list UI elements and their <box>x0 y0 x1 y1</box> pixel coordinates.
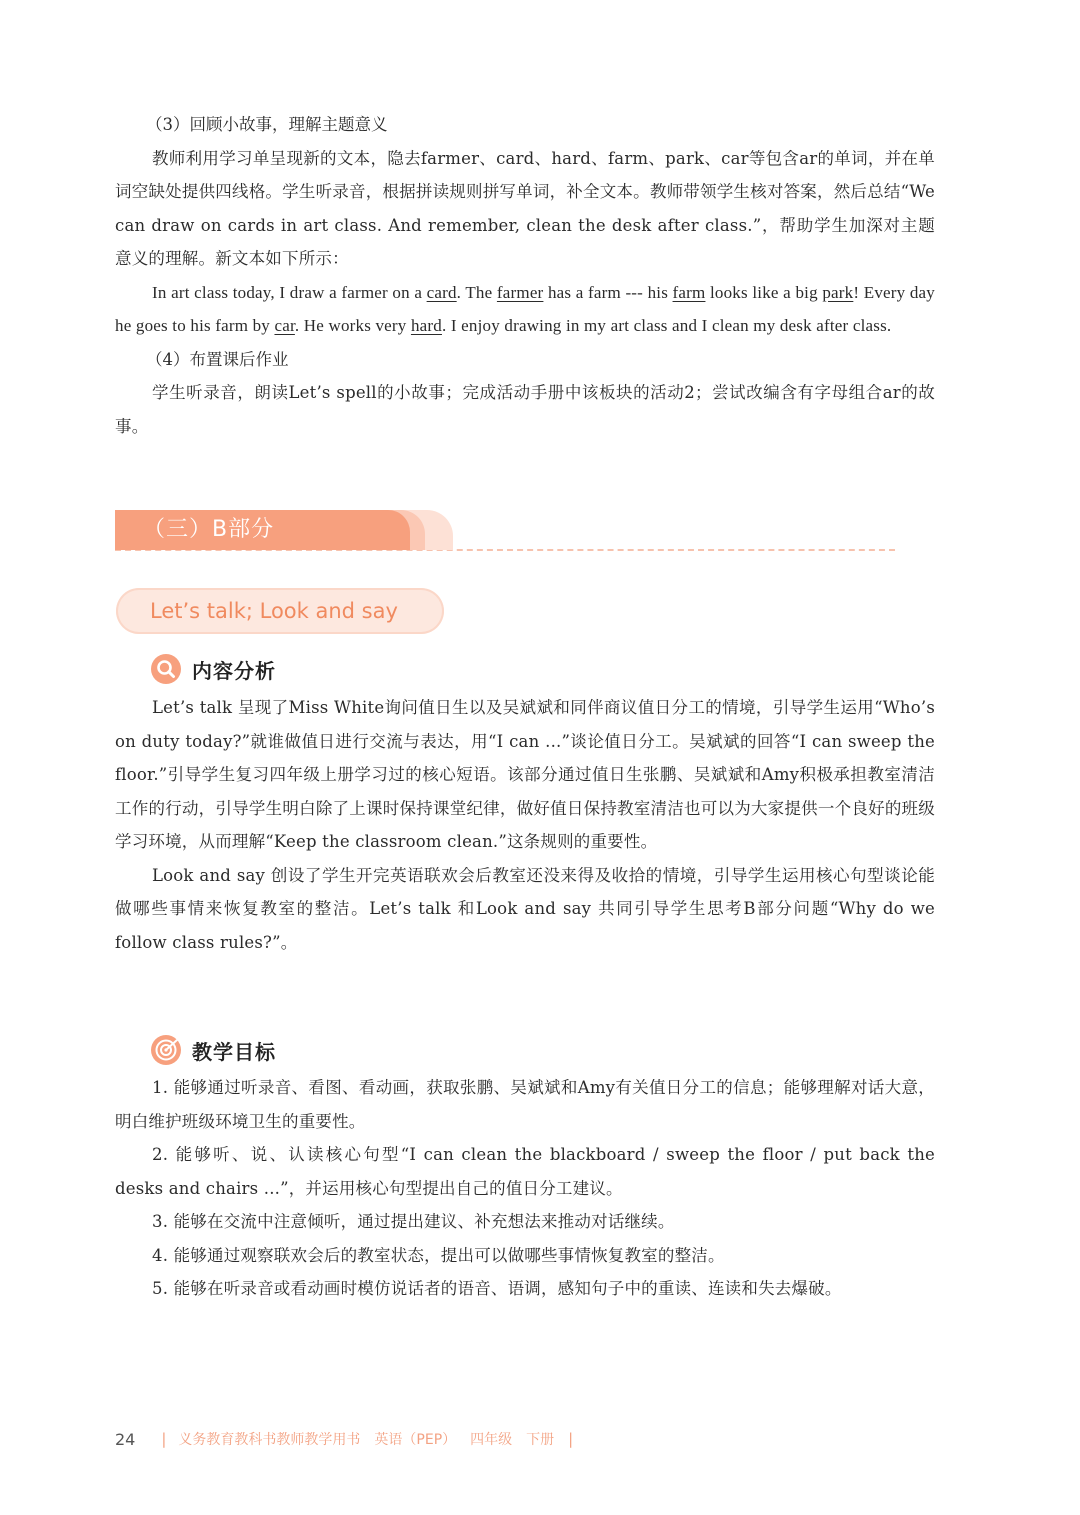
story-seg-7: . I enjoy drawing in my art class and I clean my desk after class. <box>441 316 892 335</box>
subsection-4-title: （4）布置课后作业 <box>146 349 289 369</box>
analysis-paragraph-1: Let’s talk 呈现了Miss White询问值日生以及吴斌斌和同伴商议值日分工的情境，引导学生运用“Who’s on duty today?”就谁做值日进行交流与表达，用“I can ...”谈论值日分工。吴斌斌的回答“I can sweep the floor.”引导学生复习四年级上册学习过的核心短语。该部分通过值日生张鹏、吴斌斌和Amy积极承担教室清洁工作的行动，引导学生明白除了上课时保持课堂纪律，做好值日保持教室清洁也可以为大家提供一个良好的班级学习环境，从而理解“Keep the classroom clean.”这条规则的重要性。 <box>115 698 935 851</box>
objective-item: 1. 能够通过听录音、看图、看动画，获取张鹏、吴斌斌和Amy有关值日分工的信息；能够理解对话大意，明白维护班级环境卫生的重要性。 <box>115 1078 935 1131</box>
footer-separator: | <box>568 1430 574 1448</box>
objectives-list <box>115 1071 935 1306</box>
blank-word-card: card <box>426 282 457 302</box>
content-analysis-title: 内容分析 <box>192 658 276 683</box>
objective-item: 4. 能够通过观察联欢会后的教室状态，提出可以做哪些事情恢复教室的整洁。 <box>152 1245 725 1265</box>
part-a-continuation <box>115 108 935 443</box>
blank-word-farmer: farmer <box>496 282 544 302</box>
story-seg-6: . He works very <box>294 316 411 335</box>
objective-item: 2. 能够听、说、认读核心句型“I can clean the blackboard / sweep the floor / put back the desks and chairs ...”，并运用核心句型提出自己的值日分工建议。 <box>115 1145 935 1198</box>
objective-item: 5. 能够在听录音或看动画时模仿说话者的语音、语调，感知句子中的重读、连读和失去爆破。 <box>152 1279 842 1298</box>
analysis-paragraph-2: Look and say 创设了学生开完英语联欢会后教室还没来得及收拾的情境，引导学生运用核心句型谈论能做哪些事情来恢复教室的整洁。Let’s talk 和Look and say 共同引导学生思考B部分问题“Why do we follow class rules?”。 <box>115 865 935 952</box>
footer-grade: 四年级 <box>470 1432 513 1448</box>
section-banner <box>115 510 895 556</box>
story-seg-1: In art class today, I draw a farmer on a <box>152 282 427 302</box>
objective-item: 3. 能够在交流中注意倾听，通过提出建议、补充想法来推动对话继续。 <box>152 1212 675 1231</box>
story-seg-5: ! Every day he goes to his farm by <box>115 282 936 335</box>
story-seg-2: . The <box>456 282 497 302</box>
blank-word-park: park <box>822 282 854 302</box>
page-footer <box>115 1426 585 1452</box>
footer-separator: | <box>161 1430 167 1448</box>
footer-volume: 下册 <box>526 1432 555 1448</box>
blank-word-hard: hard <box>410 316 442 335</box>
section-title: （三）B部分 <box>115 510 410 550</box>
content-analysis-heading <box>150 652 276 686</box>
objectives-title: 教学目标 <box>192 1039 276 1064</box>
footer-book-title: 义务教育教科书教师教学用书 <box>178 1432 361 1448</box>
subsection-3-title: （3）回顾小故事，理解主题意义 <box>146 115 388 134</box>
lesson-title-pill: Let’s talk; Look and say <box>116 588 444 634</box>
story-text <box>115 276 935 343</box>
page-number: 24 <box>115 1429 136 1449</box>
magnifier-icon <box>150 653 182 685</box>
blank-word-farm: farm <box>672 282 706 302</box>
paragraph-homework: 学生听录音，朗读Let’s spell的小故事；完成活动手册中该板块的活动2；尝试改编含有字母组合ar的故事。 <box>115 383 935 436</box>
story-seg-4: looks like a big <box>705 282 823 302</box>
blank-word-car: car <box>274 316 295 335</box>
objectives-heading <box>150 1033 276 1067</box>
paragraph-worksheet: 教师利用学习单呈现新的文本，隐去farmer、card、hard、farm、park、car等包含ar的单词，并在单词空缺处提供四线格。学生听录音，根据拼读规则拼写单词，补全文本。教师带领学生核对答案，然后总结“We can draw on cards in art class. And remember, clean the desk after class.”，帮助学生加深对主题意义的理解。新文本如下所示： <box>115 148 935 268</box>
footer-subject: 英语（PEP） <box>374 1432 457 1448</box>
content-analysis-body <box>115 691 935 959</box>
story-seg-3: has a farm --- his <box>543 282 673 302</box>
target-icon <box>150 1034 182 1066</box>
